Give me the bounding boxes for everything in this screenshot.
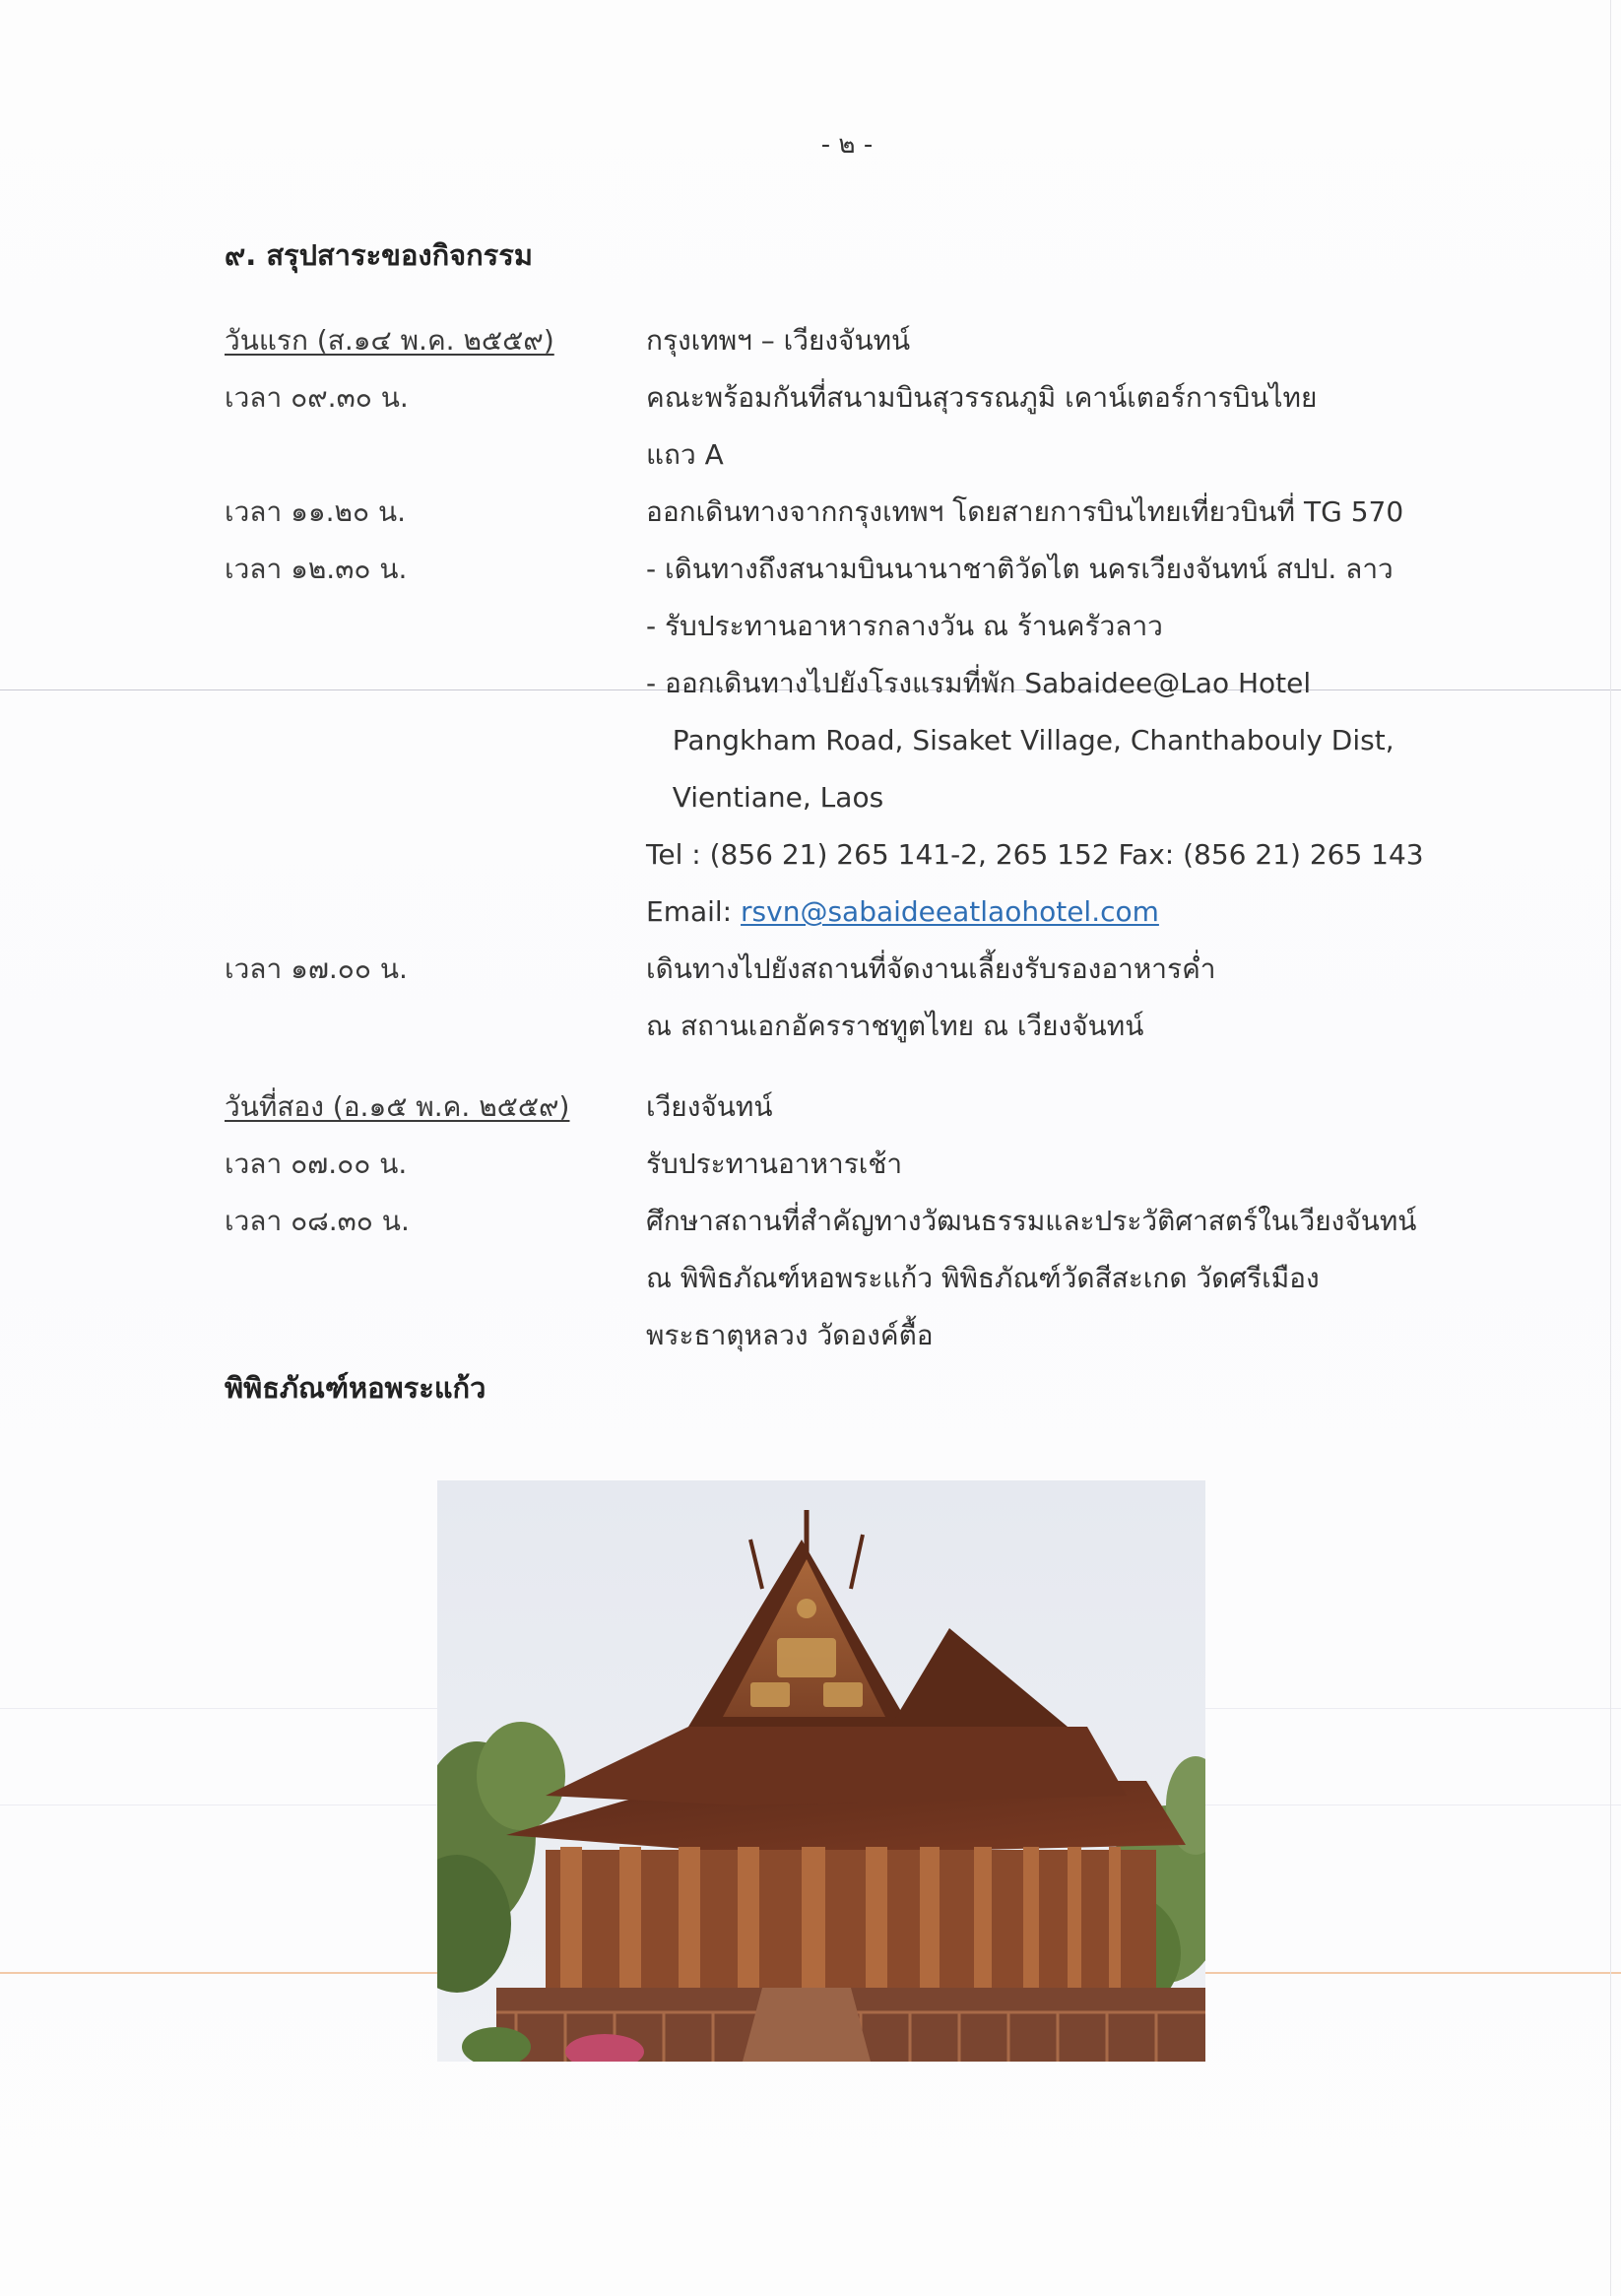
activity-text: - เดินทางถึงสนามบินนานาชาติวัดไต นครเวียงจันทน์ สปป. ลาว — [646, 553, 1394, 585]
activity-text: คณะพร้อมกันที่สนามบินสุวรรณภูมิ เคาน์เตอร์การบินไทย — [646, 381, 1318, 414]
activity-text: รับประทานอาหารเช้า — [646, 1148, 903, 1180]
activity-text: ศึกษาสถานที่สำคัญทางวัฒนธรรมและประวัติศาสตร์ในเวียงจันทน์ — [646, 1205, 1417, 1237]
phone-text: Tel : (856 21) 265 141-2, 265 152 Fax: (856 21) 265 143 — [646, 838, 1424, 871]
schedule-row — [225, 717, 1505, 764]
schedule-row — [225, 946, 1505, 993]
schedule-row — [225, 774, 1505, 821]
address-text: Pangkham Road, Sisaket Village, Chanthabouly Dist, — [646, 724, 1394, 756]
schedule-row — [225, 546, 1505, 593]
activity-text: เดินทางไปยังสถานที่จัดงานเลี้ยงรับรองอาหารค่ำ — [646, 952, 1216, 985]
photo-heading: พิพิธภัณฑ์หอพระแก้ว — [225, 1371, 486, 1405]
activity-text: ณ สถานเอกอัครราชทูตไทย ณ เวียงจันทน์ — [646, 1010, 1144, 1042]
route-text: กรุงเทพฯ – เวียงจันทน์ — [646, 324, 911, 357]
time-label: เวลา ๐๘.๓๐ น. — [225, 1205, 410, 1237]
time-label: เวลา ๑๑.๒๐ น. — [225, 495, 407, 528]
schedule-row — [225, 1312, 1505, 1359]
schedule-row-day1 — [225, 317, 1505, 364]
time-label: เวลา ๐๗.๐๐ น. — [225, 1148, 408, 1180]
schedule-row — [225, 431, 1505, 479]
schedule-row — [225, 1141, 1505, 1188]
time-label: เวลา ๑๒.๓๐ น. — [225, 553, 408, 585]
scan-edge — [1610, 0, 1611, 2296]
day-label: วันแรก (ส.๑๔ พ.ค. ๒๕๕๙) — [225, 324, 554, 357]
activity-text: แถว A — [646, 438, 724, 471]
activity-text: พระธาตุหลวง วัดองค์ตื้อ — [646, 1319, 934, 1351]
schedule-row — [225, 489, 1505, 536]
temple-photo — [437, 1480, 1205, 2062]
time-label: เวลา ๑๗.๐๐ น. — [225, 952, 408, 985]
activity-text: ณ พิพิธภัณฑ์หอพระแก้ว พิพิธภัณฑ์วัดสีสะเกด วัดศรีเมือง — [646, 1262, 1320, 1294]
page-number: - ๒ - — [820, 130, 874, 160]
schedule-row — [225, 888, 1505, 936]
schedule-row — [225, 1198, 1505, 1245]
schedule-row — [225, 831, 1505, 879]
schedule-row — [225, 1003, 1505, 1050]
stairs — [743, 1988, 871, 2062]
email-link[interactable]: rsvn@sabaideeatlaohotel.com — [741, 895, 1159, 928]
temple-illustration — [437, 1480, 1205, 2062]
section-heading: ๙. สรุปสาระของกิจกรรม — [225, 238, 533, 272]
day-label: วันที่สอง (อ.๑๕ พ.ค. ๒๕๕๙) — [225, 1090, 570, 1123]
email-label: Email: — [646, 895, 742, 928]
route-text: เวียงจันทน์ — [646, 1090, 773, 1123]
time-label: เวลา ๐๙.๓๐ น. — [225, 381, 409, 414]
activity-text: - ออกเดินทางไปยังโรงแรมที่พัก Sabaidee@Lao Hotel — [646, 667, 1312, 699]
schedule-row-day2 — [225, 1083, 1505, 1131]
schedule-row — [225, 374, 1505, 422]
address-text: Vientiane, Laos — [646, 781, 884, 814]
schedule-row — [225, 603, 1505, 650]
activity-text: ออกเดินทางจากกรุงเทพฯ โดยสายการบินไทยเที่ยวบินที่ TG 570 — [646, 495, 1404, 528]
email-line — [646, 888, 1159, 936]
activity-text: - รับประทานอาหารกลางวัน ณ ร้านครัวลาว — [646, 610, 1163, 642]
schedule-row — [225, 1255, 1505, 1302]
schedule-row — [225, 660, 1505, 707]
